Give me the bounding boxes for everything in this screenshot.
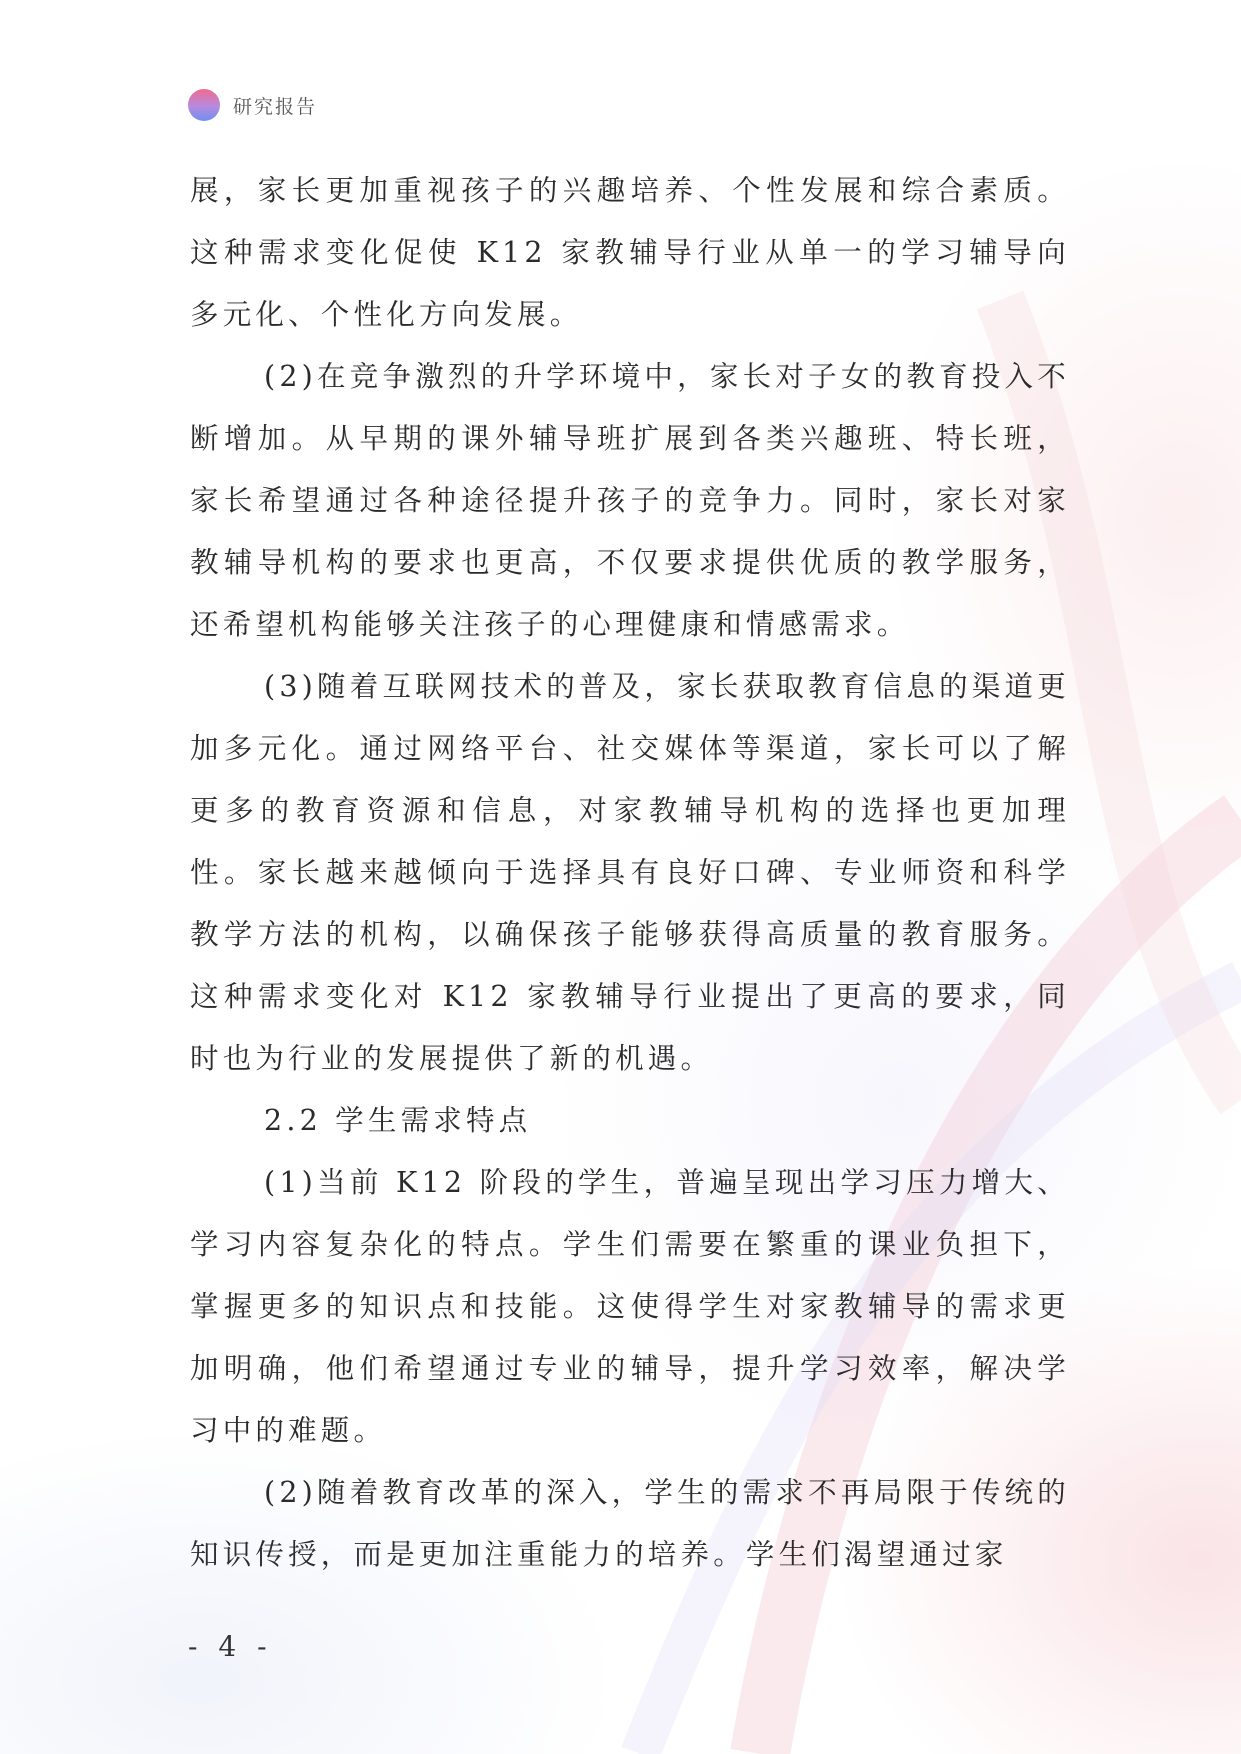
page-header xyxy=(188,88,317,122)
header-title: 研究报告 xyxy=(233,95,318,118)
report-logo-icon xyxy=(188,89,220,121)
page-number: - 4 - xyxy=(188,1630,273,1663)
section-heading: 2.2 学生需求特点 xyxy=(264,1104,532,1137)
paragraph: 展，家长更加重视孩子的兴趣培养、个性发展和综合素质。这种需求变化促使 K12 家教辅导行业从单一的学习辅导向多元化、个性化方向发展。 xyxy=(190,174,1070,331)
paragraph: (3)随着互联网技术的普及，家长获取教育信息的渠道更加多元化。通过网络平台、社交媒体等渠道，家长可以了解更多的教育资源和信息，对家教辅导机构的选择也更加理性。家长越来越倾向于选择具有良好口碑、专业师资和科学教学方法的机构，以确保孩子能够获得高质量的教育服务。这种需求变化对 K12 家教辅导行业提出了更高的要求，同时也为行业的发展提供了新的机遇。 xyxy=(190,670,1070,1075)
body-text xyxy=(190,160,1070,1586)
paragraph: (2)在竞争激烈的升学环境中，家长对子女的教育投入不断增加。从早期的课外辅导班扩展到各类兴趣班、特长班，家长希望通过各种途径提升孩子的竞争力。同时，家长对家教辅导机构的要求也更高，不仅要求提供优质的教学服务，还希望机构能够关注孩子的心理健康和情感需求。 xyxy=(190,360,1070,641)
paragraph: (2)随着教育改革的深入，学生的需求不再局限于传统的知识传授，而是更加注重能力的培养。学生们渴望通过家 xyxy=(190,1476,1070,1571)
paragraph: (1)当前 K12 阶段的学生，普遍呈现出学习压力增大、学习内容复杂化的特点。学生们需要在繁重的课业负担下，掌握更多的知识点和技能。这使得学生对家教辅导的需求更加明确，他们希望通过专业的辅导，提升学习效率，解决学习中的难题。 xyxy=(190,1166,1070,1447)
